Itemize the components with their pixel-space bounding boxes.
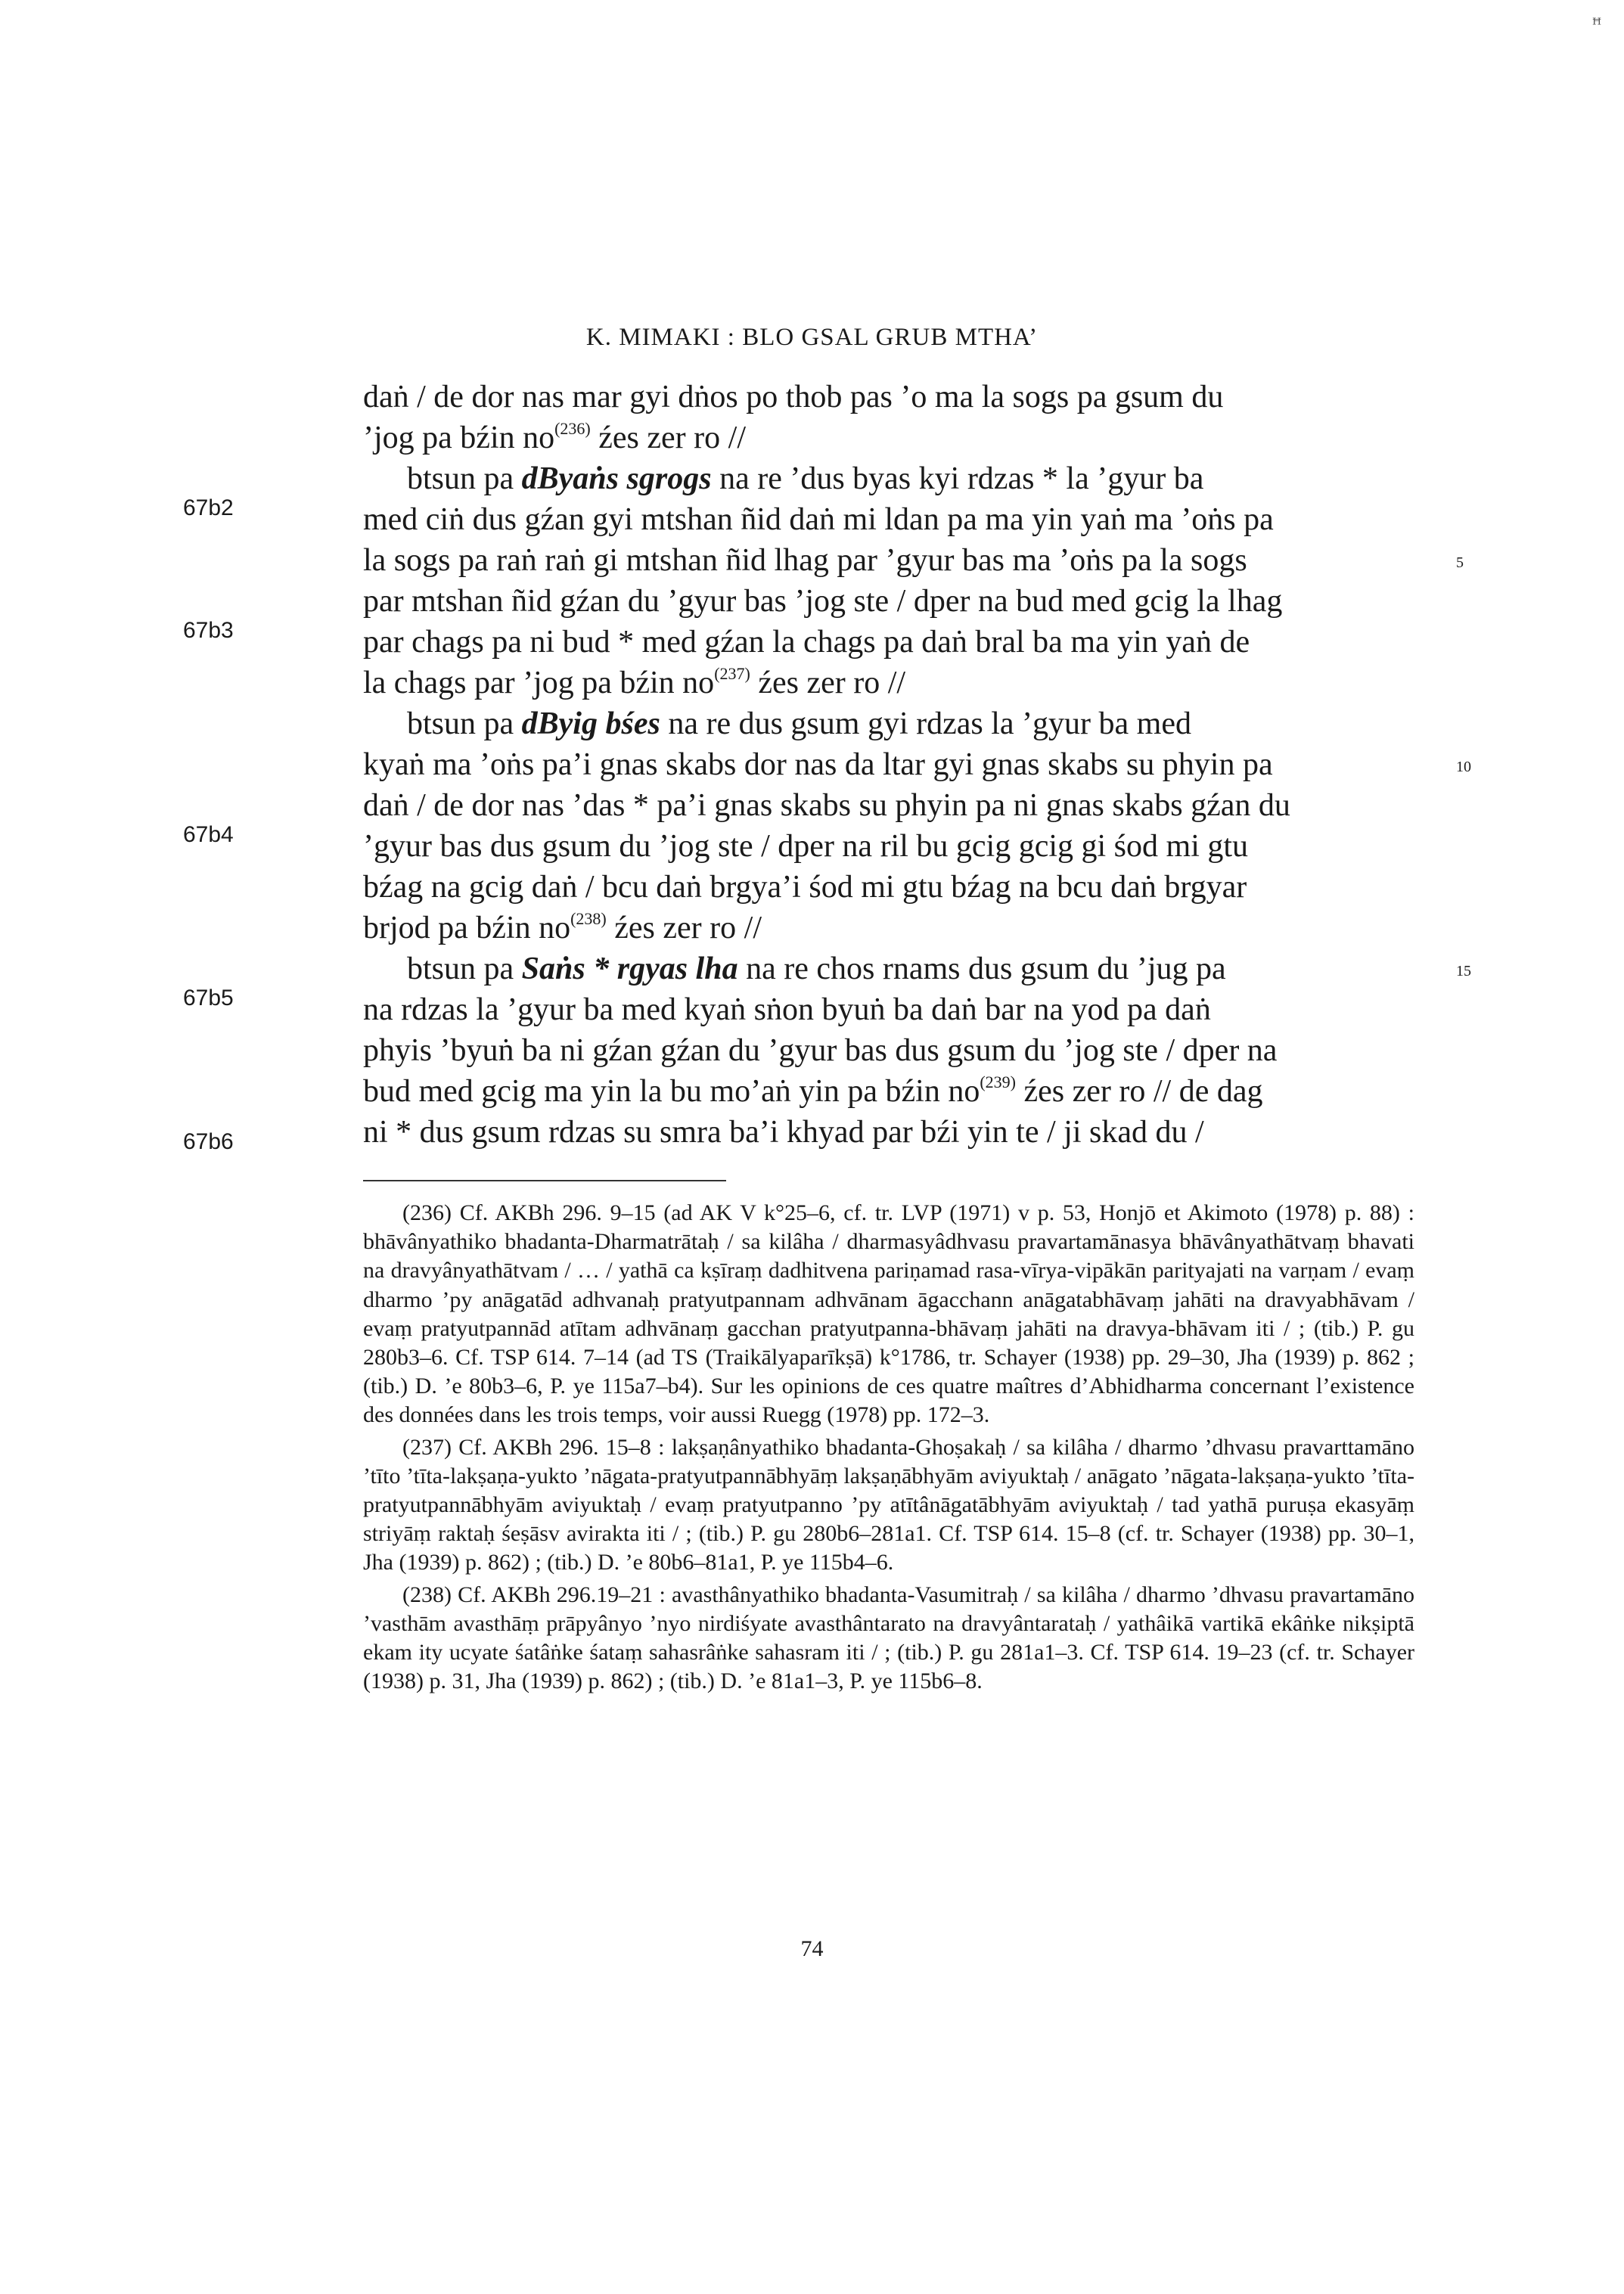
main-line: med ciṅ dus gźan gyi mtshan ñid daṅ mi ldan pa ma yin yaṅ ma ’oṅs pa [363, 502, 1274, 537]
running-head: K. MIMAKI : BLO GSAL GRUB MTHA’ [585, 324, 1039, 351]
main-line: ni * dus gsum rdzas su smra ba’i khyad par bźi yin te / ji skad du / [363, 1115, 1204, 1150]
main-line: daṅ / de dor nas ’das * pa’i gnas skabs su phyin pa ni gnas skabs gźan du [363, 788, 1290, 823]
footnotes [363, 1199, 1414, 1699]
footnote-ref-237[interactable]: (237) [714, 664, 750, 683]
main-line: na rdzas la ’gyur ba med kyaṅ sṅon byuṅ ba daṅ bar na yod pa daṅ [363, 992, 1211, 1027]
main-line: daṅ / de dor nas mar gyi dṅos po thob pas ’o ma la sogs pa gsum du [363, 380, 1224, 414]
line-number-15: 15 [1456, 963, 1471, 979]
main-line: btsun pa dByig bśes na re dus gsum gyi rdzas la ’gyur ba med [407, 706, 1191, 741]
page-number: 74 [800, 1936, 824, 1961]
main-line: par mtshan ñid gźan du ’gyur bas ’jog ste / dper na bud med gcig la lhag [363, 584, 1283, 619]
footnote-ref-238[interactable]: (238) [570, 909, 607, 928]
main-line: kyaṅ ma ’oṅs pa’i gnas skabs dor nas da ltar gyi gnas skabs su phyin pa [363, 747, 1273, 782]
footnote-ref-236[interactable]: (236) [554, 419, 591, 438]
footnote-divider [363, 1180, 726, 1181]
author-name: dByaṅs sgrogs [521, 461, 712, 496]
line-number-10: 10 [1456, 759, 1471, 775]
main-text [363, 377, 1407, 1153]
corner-scan-mark: ꟸ [1592, 15, 1602, 34]
footnote-238: (238) Cf. AKBh 296.19–21 : avasthânyathiko bhadanta-Vasumitraḥ / sa kilâha / dharmo ’dhvasu pravartamāno ’vasthām avasthāṃ prāpyânyo ’nyo nirdiśyate avasthântarato na dravyântarataḥ / yathâikā vartikā ekâṅke nikṣiptā ekam ity ucyate śatâṅke śataṃ sahasrâṅke sahasram iti / ; (tib.) P. gu 281a1–3. Cf. TSP 614. 19–23 (cf. tr. Schayer (1938) p. 31, Jha (1939) p. 862) ; (tib.) D. ’e 81a1–3, P. ye 115b6–8. [363, 1582, 1414, 1694]
author-name: dByig bśes [521, 706, 660, 741]
main-line: la chags par ’jog pa bźin $no^{(237)}$ źes zer ro // [363, 664, 906, 700]
main-line: btsun pa dByaṅs sgrogs na re ’dus byas kyi rdzas * la ’gyur ba [407, 461, 1204, 496]
main-line: la sogs pa raṅ raṅ gi mtshan ñid lhag par ’gyur bas ma ’oṅs pa la sogs [363, 543, 1247, 578]
main-line: bud med gcig ma yin la bu mo’aṅ yin pa bźin $no^{(239)}$ źes zer ro // de dag [363, 1072, 1263, 1109]
margin-ref-67b2: 67b2 [183, 495, 234, 520]
main-line: ’gyur bas dus gsum du ’jog ste / dper na ril bu gcig gcig gi śod mi gtu [363, 829, 1249, 864]
author-name: Saṅs * rgyas lha [521, 951, 738, 986]
main-line: par chags pa ni bud * med gźan la chags pa daṅ bral ba ma yin yaṅ de [363, 625, 1250, 660]
main-line: ’jog pa bźin $no^{(236)}$ źes zer ro // [363, 419, 746, 455]
main-line: brjod pa bźin $no^{(238)}$ źes zer ro // [363, 909, 762, 945]
main-line: bźag na gcig daṅ / bcu daṅ brgya’i śod mi gtu bźag na bcu daṅ brgyar [363, 870, 1247, 905]
main-line: phyis ’byuṅ ba ni gźan gźan du ’gyur bas dus gsum du ’jog ste / dper na [363, 1033, 1278, 1068]
margin-ref-67b5: 67b5 [183, 986, 234, 1010]
margin-ref-67b4: 67b4 [183, 822, 234, 847]
margin-ref-67b6: 67b6 [183, 1129, 234, 1154]
footnote-236: (236) Cf. AKBh 296. 9–15 (ad AK V k°25–6, cf. tr. LVP (1971) v p. 53, Honjō et Akimoto (1978) p. 88) : bhāvânyathiko bhadanta-Dharmatrātaḥ / sa kilâha / dharmasyâdhvasu pravartamānasya bhāvânyathātvaṃ bhavati na dravyânyathātvam / … / yathā ca kṣīraṃ dadhitvena pariṇamad rasa-vīrya-vipākān parityajati na varṇam / evaṃ dharmo ’py anāgatād adhvanaḥ pratyutpannam adhvānam āgacchann anāgatabhāvaṃ jahāti na dravyabhāvam / evaṃ pratyutpannād atītam adhvānaṃ gacchan pratyutpanna-bhāvaṃ jahāti na dravya-bhāvam iti / ; (tib.) P. gu 280b3–6. Cf. TSP 614. 7–14 (ad TS (Traikālyaparīkṣā) k°1786, tr. Schayer (1938) pp. 29–30, Jha (1939) p. 862 ; (tib.) D. ’e 80b3–6, P. ye 115a7–b4). Sur les opinions de ces quatre maîtres d’Abhidharma concernant l’existence des données dans les trois temps, voir aussi Ruegg (1978) pp. 172–3. [363, 1200, 1414, 1428]
margin-ref-67b3: 67b3 [183, 618, 234, 643]
footnote-ref-239[interactable]: (239) [980, 1072, 1016, 1091]
main-line: btsun pa Saṅs * rgyas lha na re chos rnams dus gsum du ’jug pa [407, 951, 1226, 986]
line-number-5: 5 [1456, 554, 1464, 571]
footnote-237: (237) Cf. AKBh 296. 15–8 : lakṣaṇânyathiko bhadanta-Ghoṣakaḥ / sa kilâha / dharmo ’dhvasu pravarttamāno ’tīto ’tīta-lakṣaṇa-yukto ’nāgata-pratyutpannābhyāṃ lakṣaṇābhyām aviyuktaḥ / anāgato ’nāgata-lakṣaṇa-yukto ’tīta-pratyutpannābhyām aviyuktaḥ / evaṃ pratyutpanno ’py atītânāgatābhyām aviyuktaḥ / tad yathā puruṣa ekasyāṃ striyāṃ raktaḥ śeṣāsv avirakta iti / ; (tib.) P. gu 280b6–281a1. Cf. TSP 614. 15–8 (cf. tr. Schayer (1938) pp. 30–1, Jha (1939) p. 862) ; (tib.) D. ’e 80b6–81a1, P. ye 115b4–6. [363, 1434, 1414, 1575]
